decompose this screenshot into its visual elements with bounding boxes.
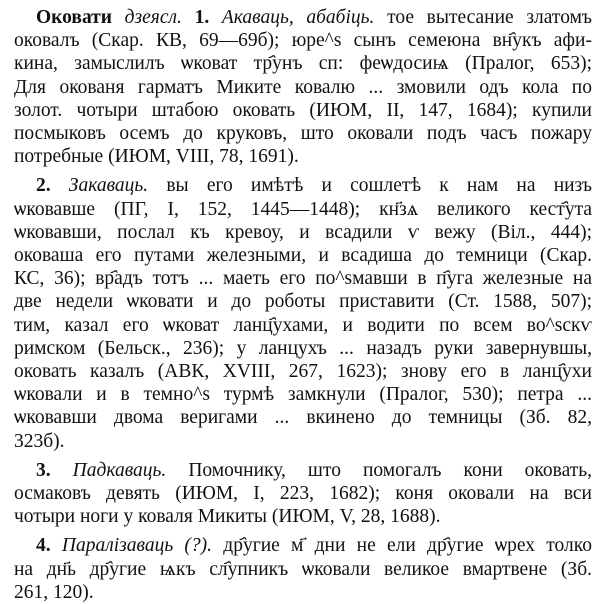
entry-line: [14, 534, 592, 557]
entry-line: золот. чотыри штабою оковать (ИЮМ, II, 147, 1684); купили: [14, 99, 592, 121]
entry-line: кина, замыслилъ ѡковат тр҄унъ сп: феѡдосиѩ (Пралог, 653);: [14, 53, 592, 75]
entry-line: КС, 36); вр҄адъ тотъ ... маеть его по^sмавши в п҄уга железные на: [14, 268, 592, 290]
entry-line: чотыри ноги у коваля Микиты (ИЮМ, V, 28, 1688).: [14, 506, 441, 528]
sense-text: др҄угие м҃ дни не ели др҄угие ѡрех толко: [223, 535, 593, 557]
entry-line: две недели ѡковати и до роботы приставити (Ст. 1588, 507);: [14, 291, 592, 313]
entry-line: посмыковъ осемъ до круковъ, што оковали подъ часъ пожару: [14, 123, 592, 145]
entry-line: [14, 174, 592, 197]
entry-line: 323б).: [14, 430, 65, 452]
entry-line: на дн҃ь др҄угие ѩкъ сл҄упникъ ѡковали великое вмартвенe (Зб.: [14, 558, 592, 580]
sense-gloss: Акаваць, абабіць.: [221, 7, 375, 28]
entry-line: осмаковъ девять (ИЮМ, I, 223, 1682); коня оковали на вси: [14, 483, 592, 505]
sense-text: тое вытесание златомъ: [387, 7, 592, 28]
entry-line: ѡковавше (ПГ, I, 152, 1445—1448); кн҃зѧ великого кест҄ута: [14, 198, 592, 220]
entry-line: ѡковавши, послал къ кревоу, и всадили ѵ вежу (Віл., 444);: [14, 221, 592, 243]
entry-sense-4: [14, 534, 592, 604]
entry-line: [14, 459, 592, 482]
entry-line: оковать казалъ (АВК, XVIII, 267, 1623); знову его в ланц҄ухи: [14, 361, 592, 383]
sense-number: 4.: [36, 535, 51, 557]
sense-text: Помочнику, што помогалъ кони оковать,: [188, 459, 593, 481]
entry-line: ѡковавши двома веригами ... вкинено до темницы (Зб. 82,: [14, 407, 592, 429]
entry-line: потребные (ИЮМ, VIII, 78, 1691).: [14, 146, 299, 168]
entry-line: оковаша его путами железными, и всадиша до темници (Скар.: [14, 245, 592, 267]
part-of-speech: дзеясл.: [124, 7, 182, 28]
entry-sense-1: [14, 6, 592, 168]
sense-text: вы его имѣтѣ и сошлетѣ к нам на низъ: [166, 175, 593, 197]
sense-number: 2.: [36, 175, 51, 197]
entry-sense-2: [14, 174, 592, 452]
sense-gloss: Паралізаваць (?).: [61, 535, 213, 557]
entry-line: [14, 6, 592, 29]
headword: Оковати: [36, 7, 113, 28]
entry-line: тим, казал его ѡковат ланц҄ухами, и водити по всем во^sскѵ: [14, 314, 592, 336]
sense-number: 1.: [194, 7, 210, 28]
entry-line: римском (Бельск., 236); у ланцухъ ... назадъ руки завернувшы,: [14, 337, 592, 359]
sense-gloss: Падкаваць.: [72, 459, 167, 481]
entry-line: оковалъ (Скар. КВ, 69—69б); юре^s сынъ семеюна вн҄укъ афи-: [14, 30, 592, 52]
sense-gloss: Закаваць.: [68, 175, 149, 197]
entry-sense-3: [14, 459, 592, 529]
entry-line: 261, 120).: [14, 581, 94, 603]
entry-line: ѡковали и в темно^s турмѣ замкнули (Пралог, 530); петра ...: [14, 384, 592, 406]
sense-number: 3.: [36, 459, 51, 481]
entry-line: Для окованя гарматъ Миките ковалю ... змовили одъ кола по: [14, 76, 592, 98]
